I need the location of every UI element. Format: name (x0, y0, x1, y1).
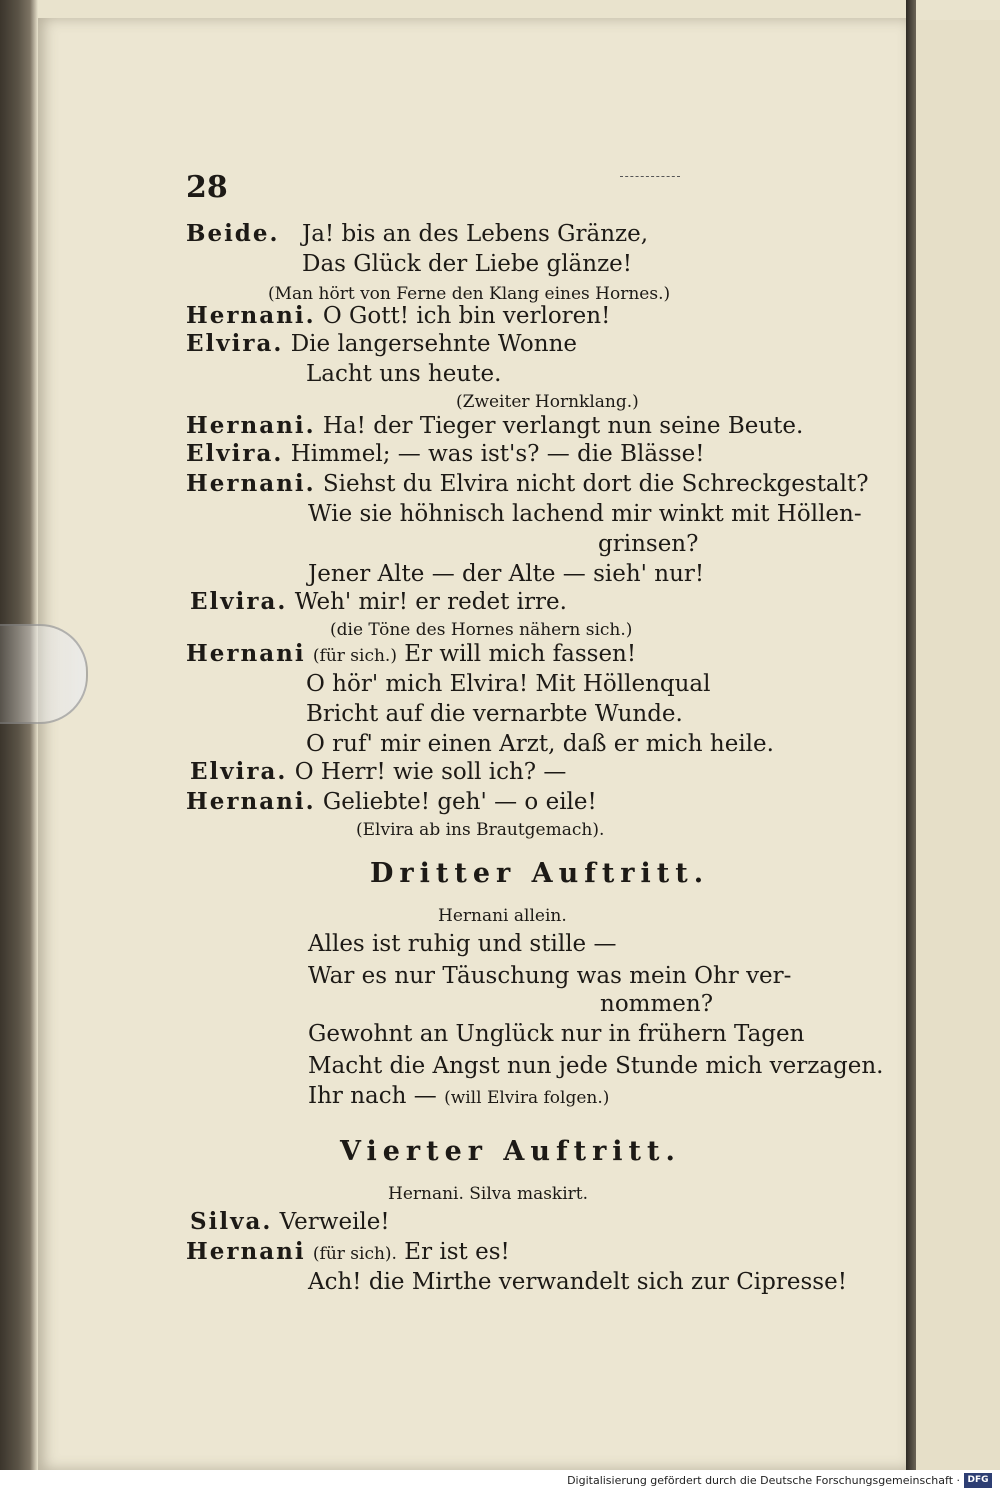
text-line (600, 990, 713, 1018)
text-line (186, 330, 577, 358)
verse-text: O hör' mich Elvira! Mit Höllenqual (306, 671, 711, 697)
text-line (302, 220, 648, 248)
verse-text: Ja! bis an des Lebens Gränze, (302, 221, 649, 247)
text-line (186, 640, 636, 670)
verse-text: Er ist es! (404, 1239, 510, 1265)
text-line (190, 1208, 390, 1236)
verse-text: Gewohnt an Unglück nur in frühern Tagen (308, 1021, 805, 1047)
text-line (190, 588, 567, 616)
verse-text: O Gott! ich bin verloren! (322, 303, 611, 329)
text-line (308, 1052, 883, 1080)
text-line (308, 962, 791, 990)
verse-text: Macht die Angst nun jede Stunde mich verzagen. (308, 1053, 884, 1079)
verse-text: O ruf' mir einen Arzt, daß er mich heile. (306, 731, 774, 757)
text-line (598, 530, 698, 558)
verse-text: Geliebte! geh' — o eile! (322, 789, 597, 815)
speaker-name: Beide. (186, 220, 280, 247)
verse-text: Die langersehnte Wonne (290, 331, 578, 357)
inline-stage-direction: (für sich). (312, 1244, 397, 1264)
speaker-name: Hernani (186, 640, 306, 667)
footer-credit: Digitalisierung gefördert durch die Deutsche Forschungsgemeinschaft · (567, 1474, 960, 1487)
verse-text: Himmel; — was ist's? — die Blässe! (290, 441, 705, 467)
verse-text: Lacht uns heute. (306, 361, 502, 387)
inline-stage-direction: (will Elvira folgen.) (444, 1088, 610, 1108)
text-line (186, 470, 869, 498)
verse-text: Bricht auf die vernarbte Wunde. (306, 701, 683, 727)
speaker-name: Hernani. (186, 302, 316, 329)
verse-text: Alles ist ruhig und stille — (308, 931, 617, 957)
text-line (190, 758, 566, 786)
text-line (308, 1268, 847, 1296)
verse-text: Weh' mir! er redet irre. (294, 589, 567, 615)
text-line (186, 1238, 510, 1268)
stage-direction: (die Töne des Hornes nähern sich.) (330, 620, 633, 640)
inline-stage-direction: (für sich.) (312, 646, 397, 666)
verse-text: O Herr! wie soll ich? — (294, 759, 567, 785)
verse-text: Ach! die Mirthe verwandelt sich zur Cipresse! (308, 1269, 847, 1295)
verse-text: Jener Alte — der Alte — sieh' nur! (308, 561, 705, 587)
verse-text: grinsen? (598, 531, 699, 557)
verse-text: Verweile! (279, 1209, 390, 1235)
verse-text: War es nur Täuschung was mein Ohr ver- (308, 963, 792, 989)
speaker-name: Elvira. (190, 588, 288, 615)
text-line (186, 302, 610, 330)
verse-text: Wie sie höhnisch lachend mir winkt mit Höllen- (308, 501, 862, 527)
speaker-name: Hernani. (186, 788, 316, 815)
dfg-logo: DFG (964, 1473, 992, 1488)
scene-heading: Dritter Auftritt. (370, 858, 710, 889)
text-line (186, 412, 803, 440)
verse-text: Das Glück der Liebe glänze! (302, 251, 633, 277)
text-line (186, 788, 597, 816)
speaker-name: Hernani (186, 1238, 306, 1265)
text-line (306, 730, 774, 758)
speaker-name: Elvira. (186, 330, 284, 357)
text-line (186, 220, 280, 248)
header-rule (620, 176, 680, 177)
page-number: 28 (186, 170, 228, 205)
adjacent-page-edge (916, 20, 1000, 1470)
text-line (308, 560, 704, 588)
speaker-name: Elvira. (190, 758, 288, 785)
verse-text: Siehst du Elvira nicht dort die Schreckgestalt? (322, 471, 869, 497)
text-line (186, 440, 705, 468)
stage-direction: (Elvira ab ins Brautgemach). (356, 820, 605, 840)
text-line (306, 670, 711, 698)
speaker-name: Hernani. (186, 412, 316, 439)
verse-text: nommen? (600, 991, 714, 1017)
text-line (306, 700, 683, 728)
verse-text: Ihr nach — (308, 1083, 437, 1109)
text-line (302, 250, 632, 278)
text-line (308, 500, 862, 528)
text-line (308, 1082, 609, 1112)
speaker-name: Hernani. (186, 470, 316, 497)
page-clip (0, 624, 88, 724)
stage-direction: Hernani allein. (438, 906, 567, 926)
text-line (308, 1020, 804, 1048)
text-line (308, 930, 616, 958)
footer-bar (0, 1470, 1000, 1492)
stage-direction: (Man hört von Ferne den Klang eines Hornes.) (268, 284, 671, 304)
stage-direction: Hernani. Silva maskirt. (388, 1184, 589, 1204)
speaker-name: Elvira. (186, 440, 284, 467)
scene-heading: Vierter Auftritt. (340, 1136, 681, 1167)
speaker-name: Silva. (190, 1208, 273, 1235)
stage-direction: (Zweiter Hornklang.) (456, 392, 639, 412)
verse-text: Er will mich fassen! (404, 641, 637, 667)
verse-text: Ha! der Tieger verlangt nun seine Beute. (322, 413, 804, 439)
text-line (306, 360, 501, 388)
page-gutter (906, 0, 916, 1470)
